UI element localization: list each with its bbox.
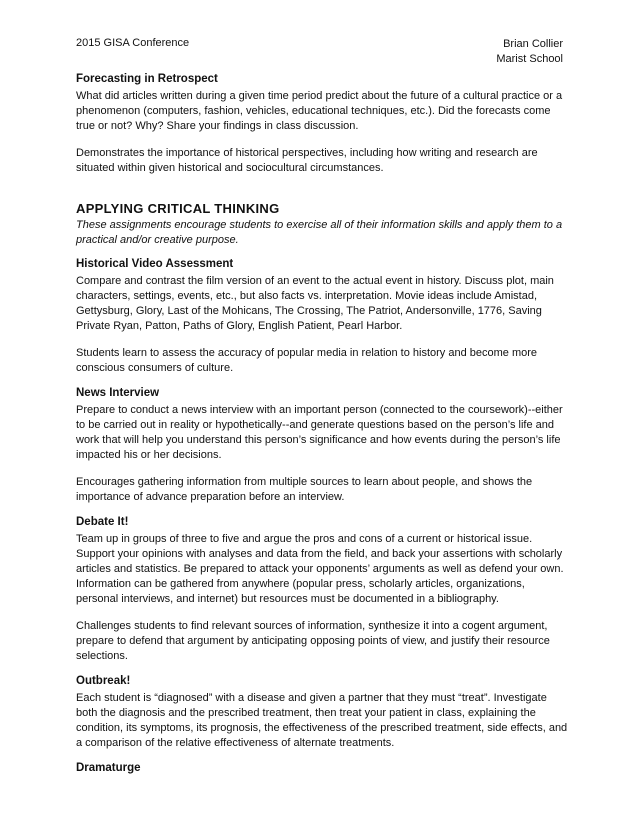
header-author-name: Brian Collier xyxy=(503,38,563,50)
debate-outcome: Challenges students to find relevant sources of information, synthesize it into a cogent argument, prepare to defend that argument by anticipating opposing points of view, and justify their resource selections. xyxy=(76,620,550,662)
interview-description: Prepare to conduct a news interview with an important person (connected to the coursework)--either to be carried out in reality or hypothetically--and generate questions based on the person’s life and work that will help you understand this person’s significance and how events during the person’s life impacted his or her decisions. xyxy=(76,404,563,461)
interview-heading: News Interview xyxy=(76,387,160,399)
dramaturge-heading: Dramaturge xyxy=(76,762,141,774)
video-outcome: Students learn to assess the accuracy of popular media in relation to history and become more conscious consumers of culture. xyxy=(76,347,538,374)
header-author-block xyxy=(496,37,563,67)
debate-heading: Debate It! xyxy=(76,516,129,528)
video-description: Compare and contrast the film version of an event to the actual event in history. Discuss plot, main characters, settings, events, etc., but also facts vs. interpretation. Movie ideas include Amistad, Gettysburg, Glory, Last of the Mohicans, The Crossing, The Patriot, Andersonville, 1776, Saving Private Ryan, Patton, Paths of Glory, English Patient, Pearl Harbor. xyxy=(76,275,554,332)
forecasting-section xyxy=(76,72,568,176)
debate-description: Team up in groups of three to five and argue the pros and cons of a current or historical issue. Support your opinions with analyses and data from the field, and back your assertions with scholarly articles and statistics. Be prepared to attack your opponents’ arguments as well as defend your own. Information can be gathered from anywhere (popular press, scholarly articles, organizations, personal interviews, and internet) but resources must be documented in a bibliography. xyxy=(76,533,564,605)
header-school: Marist School xyxy=(496,53,563,65)
interview-outcome: Encourages gathering information from multiple sources to learn about people, and shows the importance of advance preparation before an interview. xyxy=(76,476,533,503)
document-body xyxy=(76,72,568,778)
section-heading: APPLYING CRITICAL THINKING xyxy=(76,201,280,216)
forecasting-outcome: Demonstrates the importance of historical perspectives, including how writing and research are situated within given historical and sociocultural circumstances. xyxy=(76,147,538,174)
section-intro: These assignments encourage students to exercise all of their information skills and apply them to a practical and/or creative purpose. xyxy=(76,219,563,246)
interview-section xyxy=(76,386,568,505)
forecasting-description: What did articles written during a given time period predict about the future of a cultural practice or a phenomenon (computers, fashion, vehicles, educational techniques, etc.). Did the forecasts come true or not? Why? Share your findings in class discussion. xyxy=(76,90,563,132)
dramaturge-section xyxy=(76,761,568,776)
video-heading: Historical Video Assessment xyxy=(76,258,234,270)
header-conference: 2015 GISA Conference xyxy=(76,37,190,49)
outbreak-section xyxy=(76,674,568,751)
outbreak-heading: Outbreak! xyxy=(76,675,131,687)
forecasting-heading: Forecasting in Retrospect xyxy=(76,73,218,85)
video-section xyxy=(76,257,568,376)
outbreak-description: Each student is “diagnosed” with a disease and given a partner that they must “treat”. Investigate both the diagnosis and the prescribed treatment, then treat your patient in class, explaining the condition, its symptoms, its prognosis, the effectiveness of the prescribed treatment, side effects, and a comparison of the relative effectiveness of alternate treatments. xyxy=(76,692,568,749)
debate-section xyxy=(76,515,568,664)
